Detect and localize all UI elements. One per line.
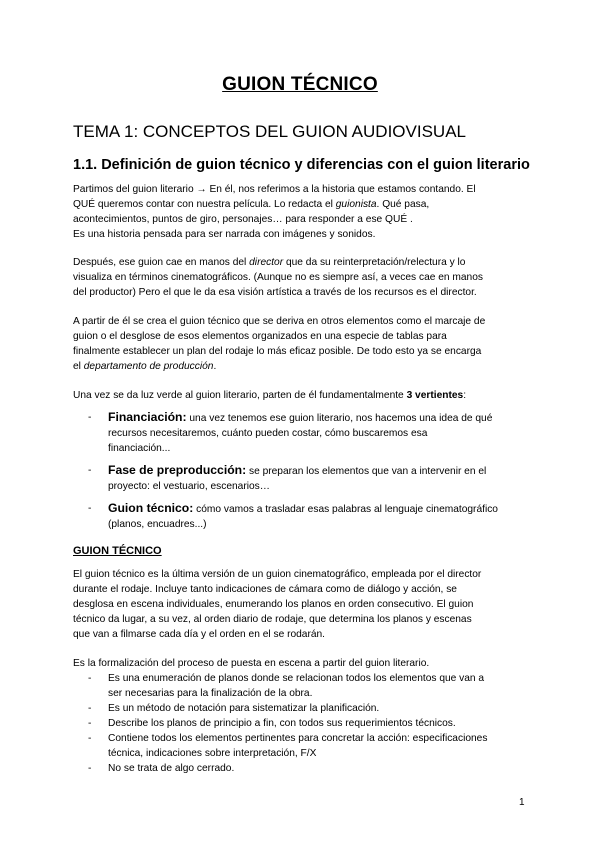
text-line: técnica, indicaciones sobre interpretación, F/X: [108, 748, 317, 759]
text-line: El guion técnico es la última versión de un guion cinematográfico, empleada por el director: [73, 569, 482, 580]
list-item: [88, 761, 528, 776]
text-run: una vez tenemos ese guion literario, nos hacemos una idea de qué: [186, 413, 493, 424]
italic-term: director: [249, 257, 284, 268]
paragraph-vertientes-intro: [73, 388, 528, 403]
list-item: [88, 501, 528, 532]
text-run: que da su reinterpretación/relectura y lo: [283, 257, 466, 268]
dash-bullet: -: [88, 733, 92, 744]
text-run: QUÉ queremos contar con nuestra película. Lo redacta el: [73, 199, 336, 210]
page-number: 1: [519, 797, 525, 808]
text-line: A partir de él se crea el guion técnico que se deriva en otros elementos como el marcaje de: [73, 316, 486, 327]
list-item: [88, 701, 528, 716]
text-line: del productor) Pero el que le da esa visión artística a través de los recursos es el director.: [73, 287, 477, 298]
text-line: visualiza en términos cinematográficos. (Aunque no es siempre así, a veces cae en manos: [73, 272, 483, 283]
list-item: [88, 410, 528, 456]
italic-term: departamento de producción: [83, 361, 214, 372]
text-line: Es la formalización del proceso de puesta en escena a partir del guion literario.: [73, 658, 430, 669]
text-line: Es un método de notación para sistematizar la planificación.: [108, 703, 380, 714]
italic-term: guionista: [335, 199, 377, 210]
text-line: [73, 388, 528, 403]
paragraph-director: [73, 255, 528, 300]
list-item: [88, 463, 528, 494]
paragraph-formalizacion: [73, 656, 528, 671]
text-line: [108, 463, 528, 479]
list-item: [88, 671, 528, 701]
text-line: Es una enumeración de planos donde se relacionan todos los elementos que van a: [108, 673, 485, 684]
list-item: [88, 731, 528, 761]
text-run: . Qué pasa,: [376, 199, 430, 210]
text-run: Después, ese guion cae en manos del: [73, 257, 250, 268]
guion-tecnico-subheading: GUION TÉCNICO: [73, 545, 162, 557]
text-line: que van a filmarse cada día y el orden en el se rodarán.: [73, 629, 326, 640]
dash-bullet: -: [88, 718, 92, 729]
text-run: el: [73, 361, 84, 372]
text-line: [73, 255, 528, 270]
bold-term: Guion técnico:: [108, 501, 194, 515]
text-line: Partimos del guion literario → En él, nos referimos a la historia que estamos contando. El: [73, 184, 476, 195]
paragraph-guion-tecnico-definicion: [73, 567, 528, 642]
text-line: Contiene todos los elementos pertinentes para concretar la acción: especificaciones: [108, 733, 488, 744]
text-line: desglosa en escena individuales, enumerando los planos en orden consecutivo. El guion: [73, 599, 474, 610]
text-line: técnico da lugar, a su vez, al orden diario de rodaje, que determina los planos y escenas: [73, 614, 472, 625]
bold-term: Financiación:: [108, 410, 187, 424]
document-title: GUION TÉCNICO: [222, 74, 378, 95]
text-line: Describe los planos de principio a fin, con todos sus requerimientos técnicos.: [108, 718, 456, 729]
text-line: No se trata de algo cerrado.: [108, 763, 235, 774]
text-line: [108, 410, 528, 426]
text-line: ser necesarias para la finalización de la obra.: [108, 688, 313, 699]
text-run: :: [463, 390, 467, 401]
text-run: Una vez se da luz verde al guion literario, parten de él fundamentalmente: [73, 390, 407, 401]
dash-bullet: -: [88, 465, 92, 476]
text-line: acontecimientos, puntos de giro, personajes… para responder a ese QUÉ .: [73, 214, 413, 225]
text-line: financiación...: [108, 443, 171, 454]
dash-bullet: -: [88, 673, 92, 684]
dash-bullet: -: [88, 703, 92, 714]
vertientes-list: [88, 410, 528, 532]
text-line: finalmente establecer un plan del rodaje lo más eficaz posible. De todo esto ya se encarga: [73, 346, 482, 357]
paragraph-guion-literario: [73, 182, 528, 242]
dash-bullet: -: [88, 412, 92, 423]
dash-bullet: -: [88, 763, 92, 774]
tema-heading: TEMA 1: CONCEPTOS DEL GUION AUDIOVISUAL: [73, 122, 466, 141]
text-line: proyecto: el vestuario, escenarios…: [108, 481, 270, 492]
text-line: [73, 197, 528, 212]
text-run: cómo vamos a trasladar esas palabras al lenguaje cinematográfico: [193, 504, 498, 515]
paragraph-guion-tecnico-origen: [73, 314, 528, 374]
bold-term: Fase de preproducción:: [108, 463, 247, 477]
dash-bullet: -: [88, 503, 92, 514]
text-line: guion o el desglose de esos elementos organizados en una especie de tablas para: [73, 331, 447, 342]
list-item: [88, 716, 528, 731]
text-line: [108, 501, 528, 517]
text-line: durante el rodaje. Incluye tanto indicaciones de cámara como de diálogo y acción, se: [73, 584, 457, 595]
bold-term: 3 vertientes: [406, 390, 464, 401]
text-line: [73, 359, 528, 374]
section-heading: 1.1. Definición de guion técnico y diferencias con el guion literario: [73, 157, 530, 173]
text-line: Es una historia pensada para ser narrada con imágenes y sonidos.: [73, 229, 376, 240]
text-line: (planos, encuadres...): [108, 519, 207, 530]
text-line: recursos necesitaremos, cuánto pueden costar, cómo buscaremos esa: [108, 428, 428, 439]
features-list: [88, 671, 528, 776]
text-run: se preparan los elementos que van a intervenir en el: [246, 466, 487, 477]
text-run: .: [213, 361, 217, 372]
